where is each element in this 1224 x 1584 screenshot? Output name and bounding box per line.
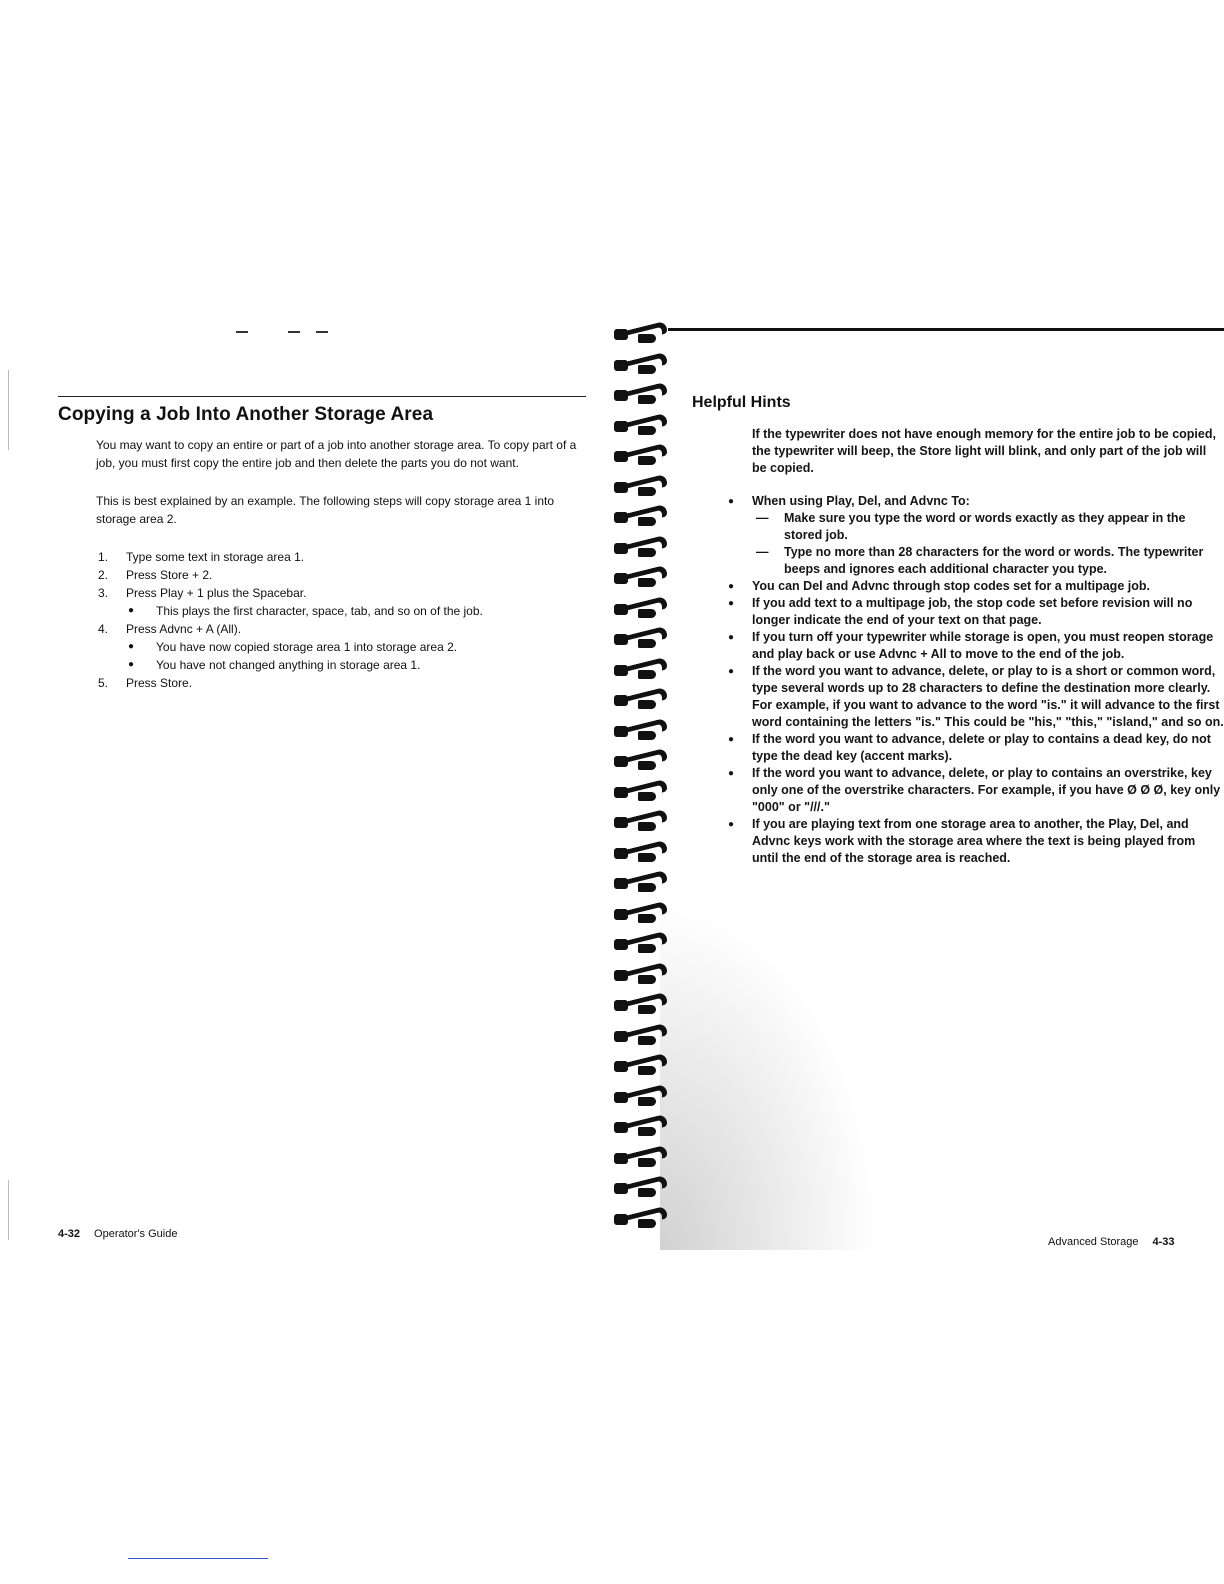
- list-item: [126, 602, 596, 620]
- spiral-coil: [612, 597, 668, 623]
- scan-mark: [316, 331, 328, 333]
- footer-title: Advanced Storage: [1048, 1236, 1139, 1248]
- spiral-coil: [612, 810, 668, 836]
- hint-text: If the word you want to advance, delete, or play to contains an overstrike, key only one of the overstrike characters. For example, if you have Ø Ø Ø, key only "000" or "///.": [752, 766, 1221, 814]
- intro-paragraph: You may want to copy an entire or part of a job into another storage area. To copy part of a job, you must first copy the entire job and then delete the parts you do not want.: [96, 438, 577, 470]
- scan-mark: [288, 331, 300, 333]
- list-item: [126, 656, 596, 674]
- bullet-icon: ●: [728, 819, 735, 830]
- step-number: 2.: [98, 568, 109, 582]
- intro-paragraph: If the typewriter does not have enough memory for the entire job to be copied, the typewriter will beep, the Store light will blink, and only part of the job will be copied.: [752, 427, 1216, 475]
- scan-shadow: [660, 900, 880, 1250]
- list-item: [756, 544, 1224, 578]
- spiral-coil: [612, 536, 668, 562]
- list-item: [728, 578, 1224, 595]
- step-number: 4.: [98, 622, 109, 636]
- page-title: Copying a Job Into Another Storage Area: [58, 404, 434, 425]
- spiral-coil: [612, 383, 668, 409]
- list-item: [728, 629, 1224, 663]
- bullet-icon: ●: [728, 496, 735, 507]
- spiral-coil: [612, 749, 668, 775]
- spiral-binding: [612, 322, 670, 1252]
- spiral-coil: [612, 932, 668, 958]
- step-number: 5.: [98, 676, 109, 690]
- step-number: 3.: [98, 586, 109, 600]
- page-number: 4-33: [1152, 1236, 1175, 1248]
- bullet-icon: ●: [128, 659, 135, 670]
- scan-mark: [236, 331, 248, 333]
- spiral-coil: [612, 1176, 668, 1202]
- list-item: [728, 663, 1224, 731]
- dash-icon: —: [756, 511, 769, 525]
- step-text: Press Play + 1 plus the Spacebar.: [126, 586, 307, 600]
- spiral-coil: [612, 1024, 668, 1050]
- bullet-icon: ●: [728, 734, 735, 745]
- section-title: Helpful Hints: [692, 394, 791, 411]
- spiral-coil: [612, 719, 668, 745]
- hint-text: If the word you want to advance, delete, or play to is a short or common word, type several words up to 28 characters to define the destination more clearly. For example, if you want to advance to the word "is." it will advance to the first word containing the letters "is." This could be "his," "this," "island," and so on.: [752, 664, 1224, 729]
- spiral-coil: [612, 353, 668, 379]
- spiral-coil: [612, 993, 668, 1019]
- list-item: [728, 765, 1224, 816]
- sub-list: [126, 602, 596, 620]
- example-paragraph: This is best explained by an example. The following steps will copy storage area 1 into storage area 2.: [96, 494, 555, 526]
- spiral-coil: [612, 658, 668, 684]
- hint-text: If you add text to a multipage job, the stop code set before revision will no longer indicate the end of your text on that page.: [752, 596, 1193, 627]
- list-item: [96, 584, 596, 620]
- spiral-coil: [612, 780, 668, 806]
- list-item: [96, 674, 596, 692]
- hint-text: When using Play, Del, and Advnc To:: [752, 494, 970, 508]
- spiral-coil: [612, 1146, 668, 1172]
- step-text: Press Store.: [126, 676, 193, 690]
- list-item: [728, 595, 1224, 629]
- step-text: Type some text in storage area 1.: [126, 550, 305, 564]
- top-rule: [668, 328, 1224, 331]
- spiral-coil: [612, 505, 668, 531]
- bullet-icon: ●: [728, 632, 735, 643]
- right-page-body: [728, 426, 1224, 867]
- footer-title: Operator's Guide: [94, 1228, 178, 1240]
- scan-margin-mark: [8, 370, 9, 450]
- spiral-coil: [612, 902, 668, 928]
- spiral-coil: [612, 1207, 668, 1233]
- page-number: 4-32: [58, 1228, 81, 1240]
- list-item: [728, 731, 1224, 765]
- hint-text: If you are playing text from one storage area to another, the Play, Del, and Advnc keys work with the storage area where the text is being played from until the end of the storage area is reached.: [752, 817, 1196, 865]
- scan-margin-mark: [8, 1180, 9, 1240]
- spiral-coil: [612, 414, 668, 440]
- underline-mark: [128, 1558, 268, 1559]
- bullet-icon: ●: [728, 666, 735, 677]
- bullet-icon: ●: [728, 598, 735, 609]
- spiral-coil: [612, 1054, 668, 1080]
- spiral-coil: [612, 322, 668, 348]
- step-text: Press Advnc + A (All).: [126, 622, 242, 636]
- spiral-coil: [612, 871, 668, 897]
- list-item: [126, 638, 596, 656]
- steps-list: [96, 548, 596, 692]
- spiral-coil: [612, 1085, 668, 1111]
- bullet-icon: ●: [128, 605, 135, 616]
- spiral-coil: [612, 566, 668, 592]
- sub-text: You have not changed anything in storage area 1.: [156, 658, 421, 672]
- list-item: [96, 620, 596, 674]
- right-page-footer: [1048, 1236, 1175, 1248]
- left-page-footer: [58, 1228, 177, 1240]
- spiral-coil: [612, 475, 668, 501]
- hint-text: If you turn off your typewriter while storage is open, you must reopen storage and play back or use Advnc + All to move to the end of the job.: [752, 630, 1214, 661]
- hint-subtext: Type no more than 28 characters for the word or words. The typewriter beeps and ignores each additional character you type.: [784, 545, 1204, 576]
- hint-text: You can Del and Advnc through stop codes set for a multipage job.: [752, 579, 1150, 593]
- dash-list: [752, 510, 1224, 578]
- list-item: [728, 493, 1224, 578]
- list-item: [756, 510, 1224, 544]
- spiral-coil: [612, 444, 668, 470]
- spiral-coil: [612, 627, 668, 653]
- bullet-icon: ●: [728, 768, 735, 779]
- list-item: [728, 816, 1224, 867]
- bullet-icon: ●: [128, 641, 135, 652]
- section-rule: [58, 396, 586, 397]
- spiral-coil: [612, 688, 668, 714]
- hints-list: [728, 493, 1224, 867]
- spiral-coil: [612, 1115, 668, 1141]
- spiral-coil: [612, 963, 668, 989]
- hint-text: If the word you want to advance, delete or play to contains a dead key, do not type the dead key (accent marks).: [752, 732, 1211, 763]
- sub-text: This plays the first character, space, tab, and so on of the job.: [156, 604, 483, 618]
- list-item: [96, 548, 596, 566]
- step-text: Press Store + 2.: [126, 568, 213, 582]
- sub-text: You have now copied storage area 1 into storage area 2.: [156, 640, 458, 654]
- list-item: [96, 566, 596, 584]
- spiral-coil: [612, 841, 668, 867]
- step-number: 1.: [98, 550, 109, 564]
- dash-icon: —: [756, 545, 769, 559]
- hint-subtext: Make sure you type the word or words exactly as they appear in the stored job.: [784, 511, 1186, 542]
- sub-list: [126, 638, 596, 674]
- left-page-body: [96, 436, 596, 692]
- bullet-icon: ●: [728, 581, 735, 592]
